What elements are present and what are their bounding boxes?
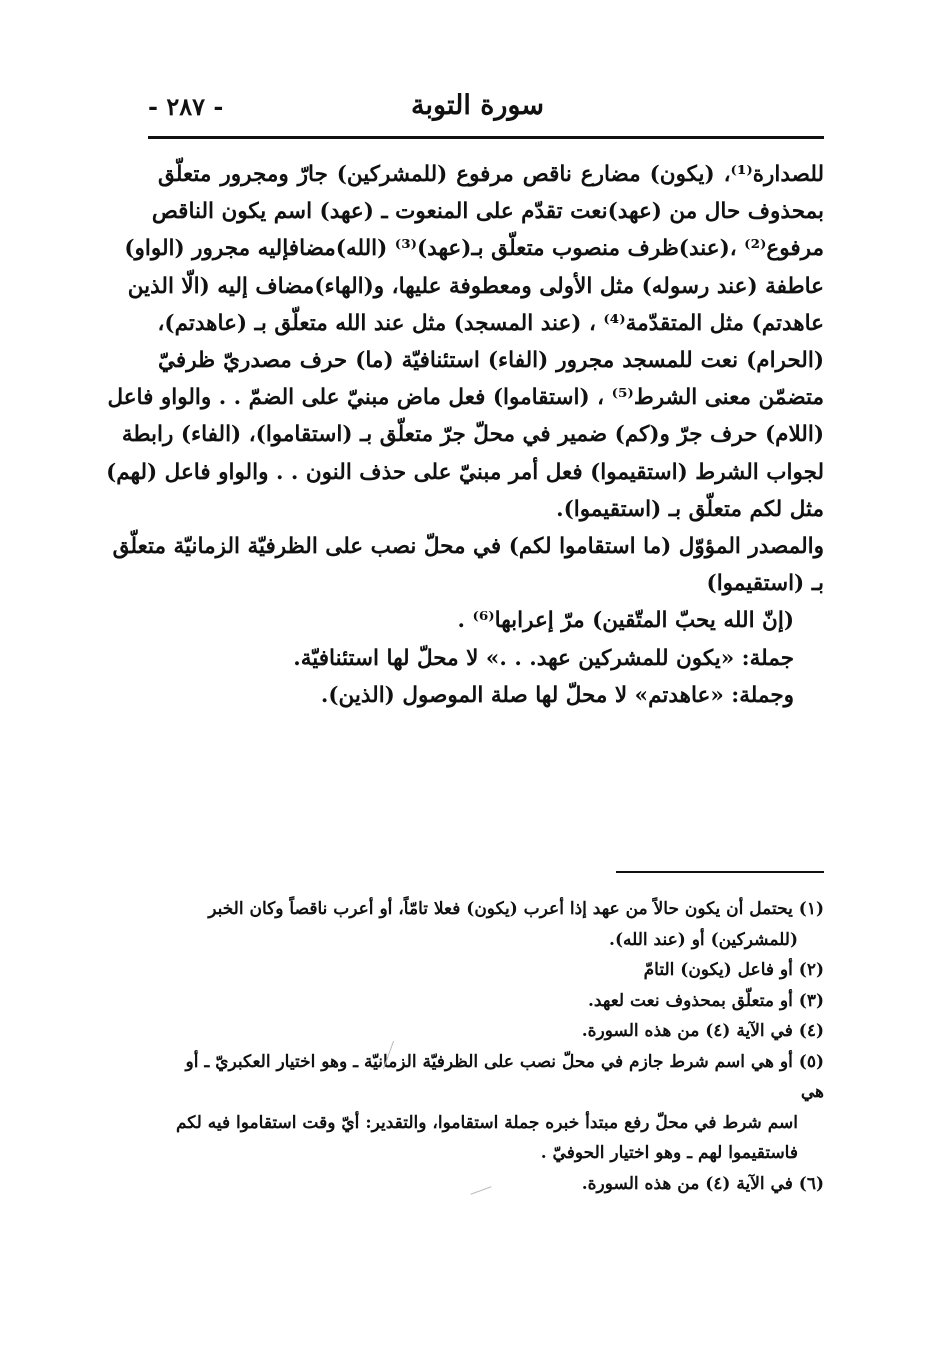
footnote-line: فاستقيموا لهم ـ وهو اختيار الحوفيّ . bbox=[540, 1143, 798, 1163]
footnote-line: (٥) أو هي اسم شرط جازم في محلّ نصب على الظرفيّة الزمانيّة ـ وهو اختيار العكبريّ ـ أو هي bbox=[185, 1051, 824, 1102]
footnote-line: (١) يحتمل أن يكون حالاً من عهد إذا أعرب (يكون) فعلا تامّاً، أو أعرب ناقصاً وكان الخبر bbox=[208, 899, 824, 919]
text-line: لجواب الشرط (استقيموا) فعل أمر مبنيّ على حذف النون . . والواو فاعل (لهم) bbox=[106, 459, 824, 485]
paragraph-1 bbox=[106, 156, 824, 528]
page-header bbox=[148, 88, 824, 136]
main-text bbox=[106, 156, 824, 714]
footnote-1 bbox=[158, 894, 824, 955]
text-line: وجملة: «عاهدتم» لا محلّ لها صلة الموصول (الذين). bbox=[320, 682, 794, 708]
text-line: جملة: «يكون للمشركين عهد. . .» لا محلّ لها استئنافيّة. bbox=[293, 645, 794, 671]
text-line: عاطفة (عند رسوله) مثل الأولى ومعطوفة عليها، و(الهاء)مضاف إليه (الّا الذين bbox=[127, 273, 824, 299]
text-line: (الحرام) نعت للمسجد مجرور (الفاء) استئنافيّة (ما) حرف مصدريّ ظرفيّ bbox=[158, 348, 824, 374]
surah-title: سورة التوبة bbox=[411, 90, 544, 121]
footnote-2: (٢) أو فاعل (يكون) التامّ bbox=[643, 960, 824, 980]
footnote-rule bbox=[616, 871, 824, 873]
paragraph-3 bbox=[158, 602, 824, 639]
paragraph-4 bbox=[158, 640, 824, 677]
footnotes bbox=[158, 894, 824, 1199]
paragraph-5 bbox=[158, 677, 824, 714]
text-line: (اللام) حرف جرّ و(كم) ضمير في محلّ جرّ متعلّق بـ (استقاموا)، (الفاء) رابطة bbox=[121, 422, 824, 448]
text-line: مرفوع⁽²⁾ ،(عند)ظرف منصوب متعلّق بـ(عهد)⁽³⁾ (الله)مضافإليه مجرور (الواو) bbox=[124, 236, 824, 262]
footnote-line: (للمشركين) أو (عند الله). bbox=[609, 929, 798, 950]
text-line: بمحذوف حال من (عهد)نعت تقدّم على المنعوت ـ (عهد) اسم يكون الناقص bbox=[151, 199, 824, 225]
text-line: بـ (استقيموا) bbox=[706, 571, 824, 597]
text-line: عاهدتم) مثل المتقدّمة⁽⁴⁾ ، (عند المسجد) مثل عند الله متعلّق بـ (عاهدتم)، bbox=[157, 310, 824, 336]
footnote-4: (٤) في الآية (٤) من هذه السورة. bbox=[581, 1021, 824, 1041]
text-line: متضمّن معنى الشرط⁽⁵⁾ ، (استقاموا) فعل ماض مبنيّ على الضمّ . . والواو فاعل bbox=[107, 385, 824, 411]
footnote-6: (٦) في الآية (٤) من هذه السورة. bbox=[581, 1173, 824, 1194]
footnote-5 bbox=[158, 1047, 824, 1169]
paragraph-2 bbox=[112, 528, 824, 602]
text-line: للصدارة⁽¹⁾، (يكون) مضارع ناقص مرفوع (للمشركين) جارّ ومجرور متعلّق bbox=[158, 162, 824, 187]
text-line: والمصدر المؤوّل (ما استقاموا لكم) في محلّ نصب على الظرفيّة الزمانيّة متعلّق bbox=[112, 534, 824, 560]
footnote-line: اسم شرط في محلّ رفع مبتدأ خبره جملة استقاموا، والتقدير: أيّ وقت استقاموا فيه لكم bbox=[175, 1112, 798, 1133]
footnote-3: (٣) أو متعلّق بمحذوف نعت لعهد. bbox=[588, 990, 824, 1011]
page-number: - ٢٨٧ - bbox=[148, 92, 224, 121]
text-line: (إنّ الله يحبّ المتّقين) مرّ إعرابها⁽⁶⁾ . bbox=[457, 608, 794, 634]
text-line: مثل لكم متعلّق بـ (استقيموا). bbox=[556, 496, 824, 522]
header-rule bbox=[148, 136, 824, 139]
